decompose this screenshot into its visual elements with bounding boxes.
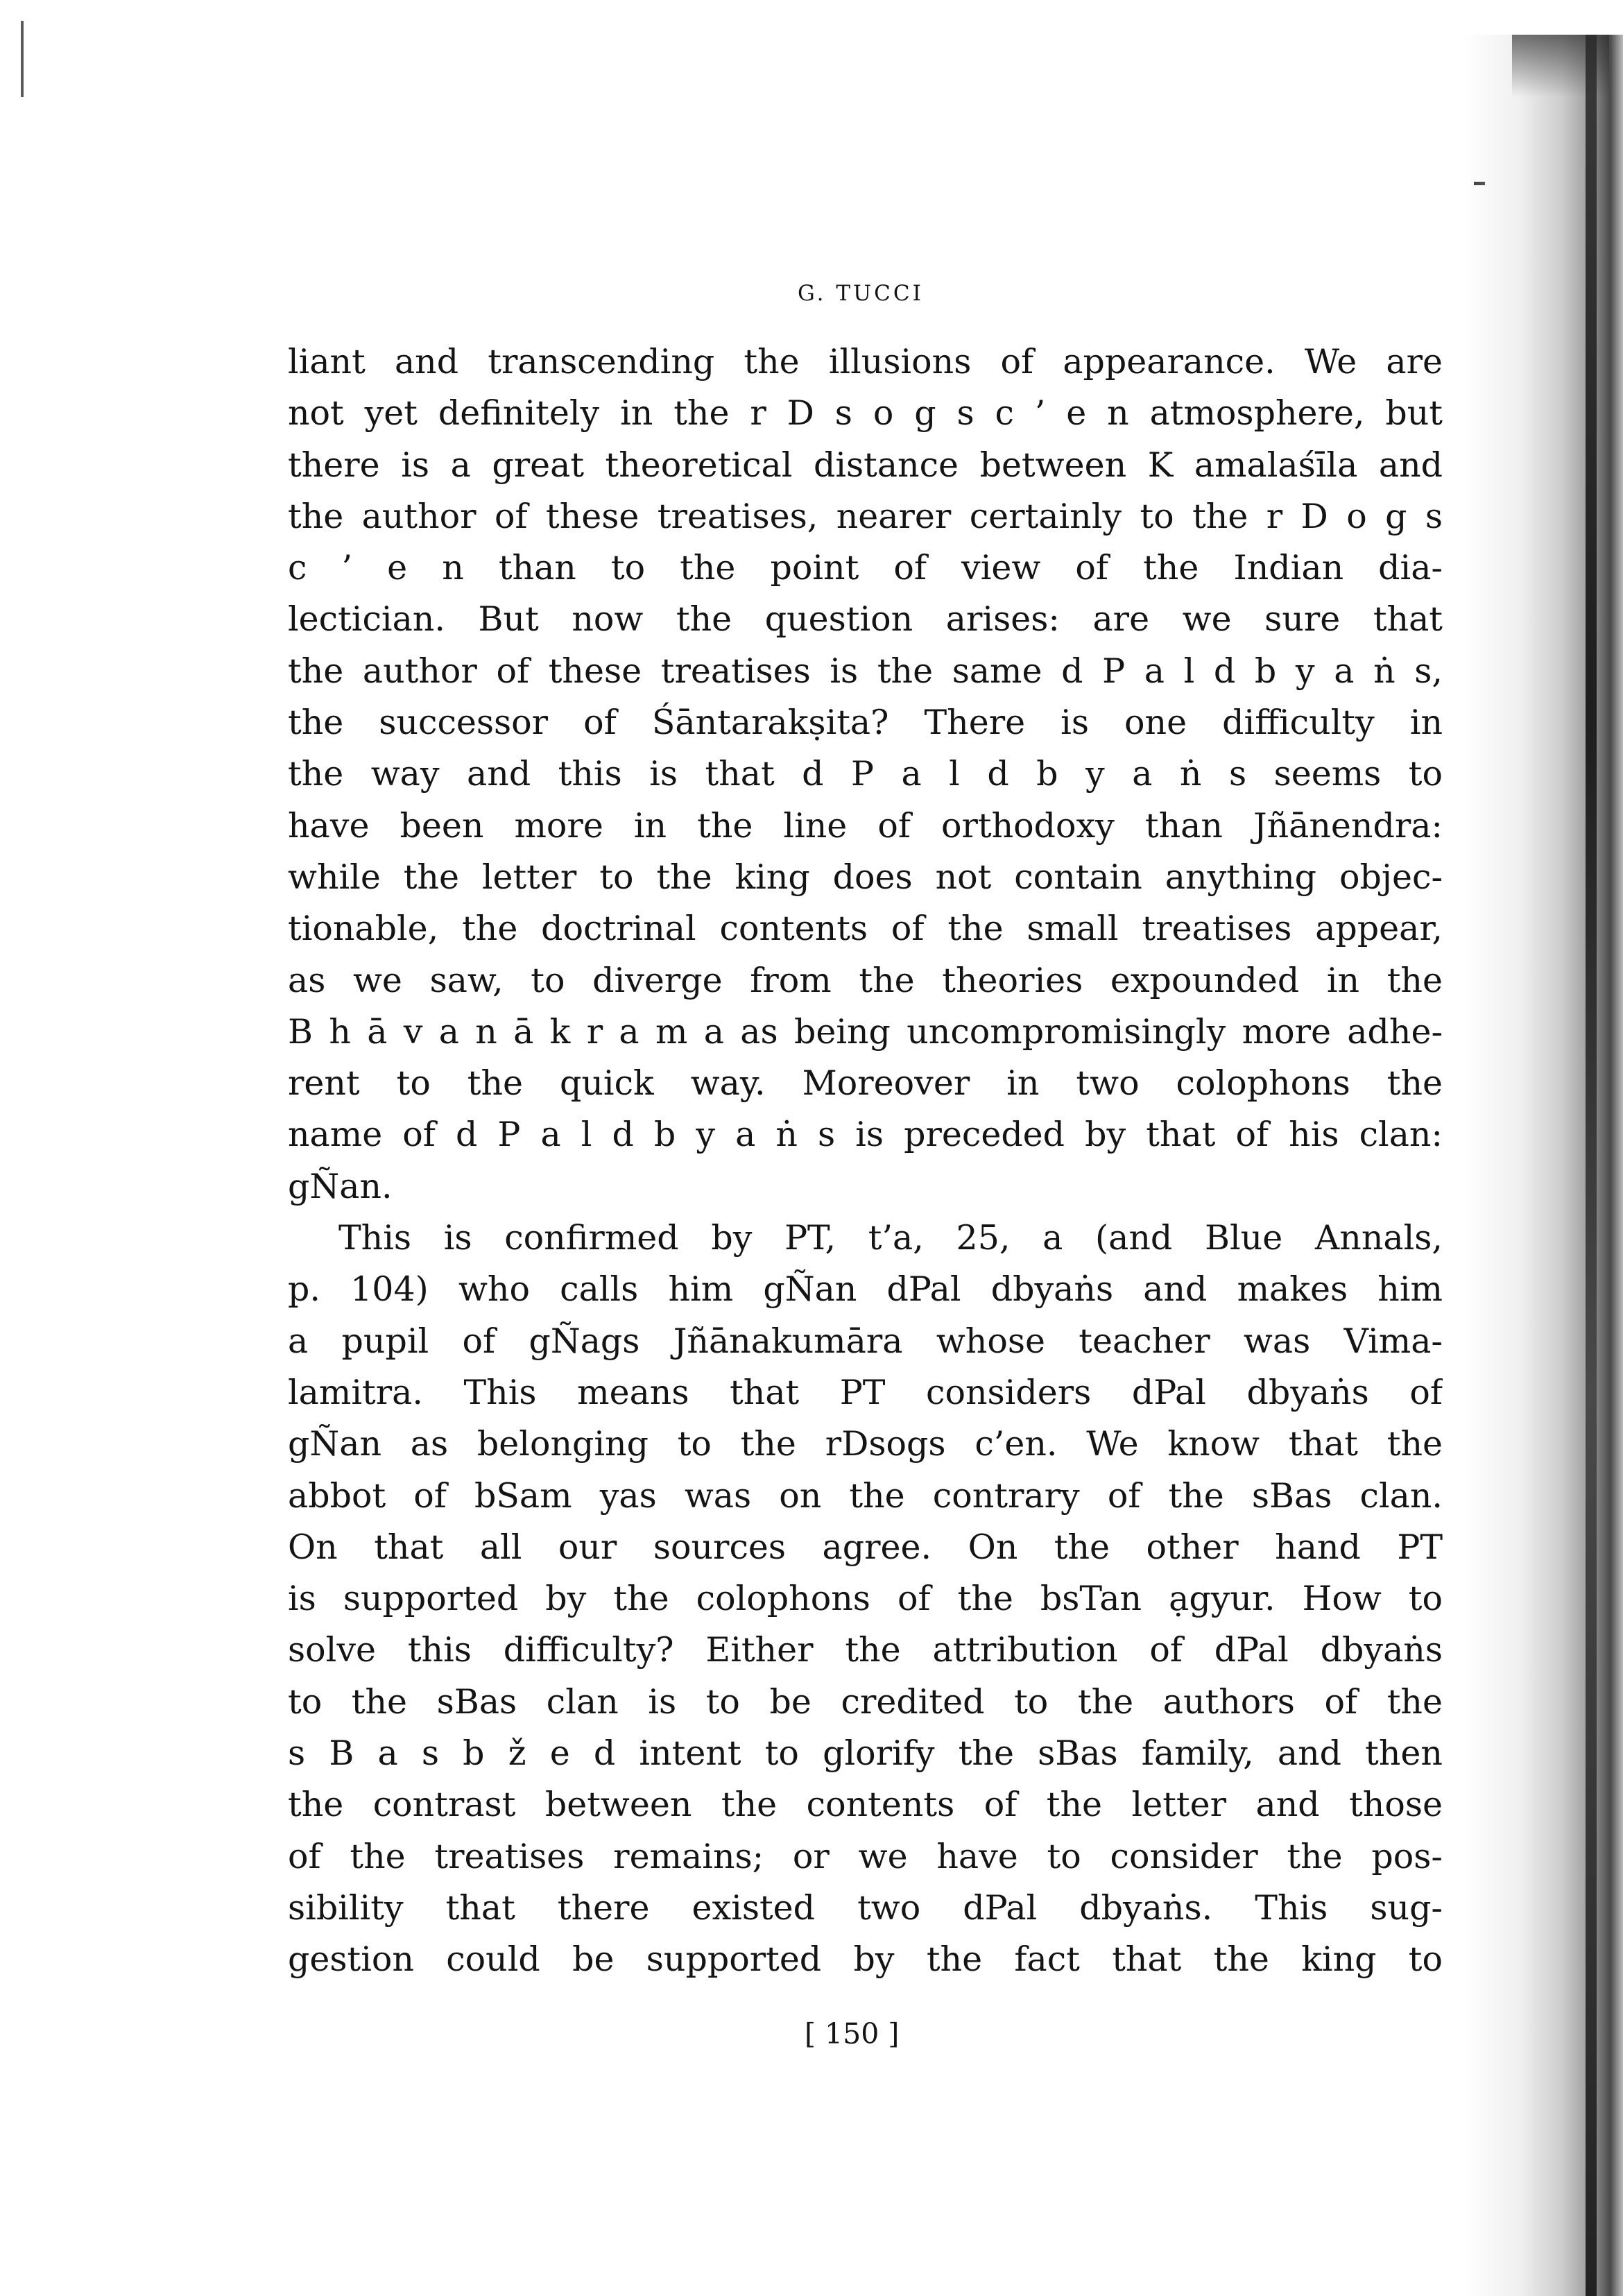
text-line: rent to the quick way. Moreover in two colophons the — [288, 1063, 1443, 1104]
text-line: the contrast between the contents of the letter and those — [288, 1785, 1443, 1825]
text-line: gestion could be supported by the fact that the king to — [288, 1939, 1443, 1980]
page-number: [ 150 ] — [805, 2017, 900, 2050]
text-line: to the sBas clan is to be credited to the authors of the — [288, 1681, 1443, 1722]
text-line: p. 104) who calls him gÑan dPal dbyaṅs and makes him — [288, 1269, 1443, 1310]
text-line: of the treatises remains; or we have to consider the pos- — [288, 1836, 1443, 1876]
text-line: there is a great theoretical distance between K amalaśīla and — [288, 445, 1443, 485]
text-line: solve this difficulty? Either the attribution of dPal dbyaṅs — [288, 1630, 1443, 1670]
text-line: while the letter to the king does not contain anything objec- — [288, 857, 1443, 897]
text-line: s B a s b ž e d intent to glorify the sBas family, and then — [288, 1733, 1443, 1774]
text-line: tionable, the doctrinal contents of the small treatises appear, — [288, 909, 1443, 949]
text-line: liant and transcending the illusions of appearance. We are — [288, 342, 1443, 382]
scan-margin-mark — [21, 21, 24, 97]
book-corner-shadow — [1512, 35, 1609, 97]
body-text — [288, 336, 1443, 1986]
paragraph-end-line: gÑan. — [288, 1166, 393, 1206]
text-line: gÑan as belonging to the rDsogs c’en. We know that the — [288, 1424, 1443, 1464]
text-line: have been more in the line of orthodoxy than Jñānendra: — [288, 805, 1443, 846]
text-line: c ’ e n than to the point of view of the Indian dia- — [288, 548, 1443, 588]
text-line: name of d P a l d b y a ṅ s is preceded by that of his clan: — [288, 1115, 1443, 1155]
running-head: G. TUCCI — [798, 281, 924, 306]
text-line: On that all our sources agree. On the other hand PT — [288, 1527, 1443, 1567]
book-binding-shadow — [1586, 35, 1597, 2296]
paragraph-first-line: This is confirmed by PT, t’a, 25, a (and Blue Annals, — [338, 1218, 1443, 1258]
text-line: sibility that there existed two dPal dbyaṅs. This sug- — [288, 1887, 1443, 1928]
text-line: not yet definitely in the r D s o g s c ’ e n atmosphere, but — [288, 393, 1443, 434]
text-line: as we saw, to diverge from the theories expounded in the — [288, 960, 1443, 1000]
text-line: is supported by the colophons of the bsTan ạgyur. How to — [288, 1579, 1443, 1619]
text-line: B h ā v a n ā k r a m a as being uncompromisingly more adhe- — [288, 1011, 1443, 1052]
text-line: lamitra. This means that PT considers dPal dbyaṅs of — [288, 1372, 1443, 1412]
text-line: abbot of bSam yas was on the contrary of the sBas clan. — [288, 1475, 1443, 1516]
text-line: the successor of Śāntarakṣita? There is one difficulty in — [288, 703, 1443, 743]
book-page-edge — [1463, 35, 1623, 2296]
text-line: the author of these treatises is the same d P a l d b y a ṅ s, — [288, 651, 1443, 691]
text-line: lectician. But now the question arises: are we sure that — [288, 599, 1443, 640]
text-line: the author of these treatises, nearer certainly to the r D o g s — [288, 496, 1443, 536]
text-line: the way and this is that d P a l d b y a ṅ s seems to — [288, 754, 1443, 794]
text-line: a pupil of gÑags Jñānakumāra whose teacher was Vima- — [288, 1321, 1443, 1361]
